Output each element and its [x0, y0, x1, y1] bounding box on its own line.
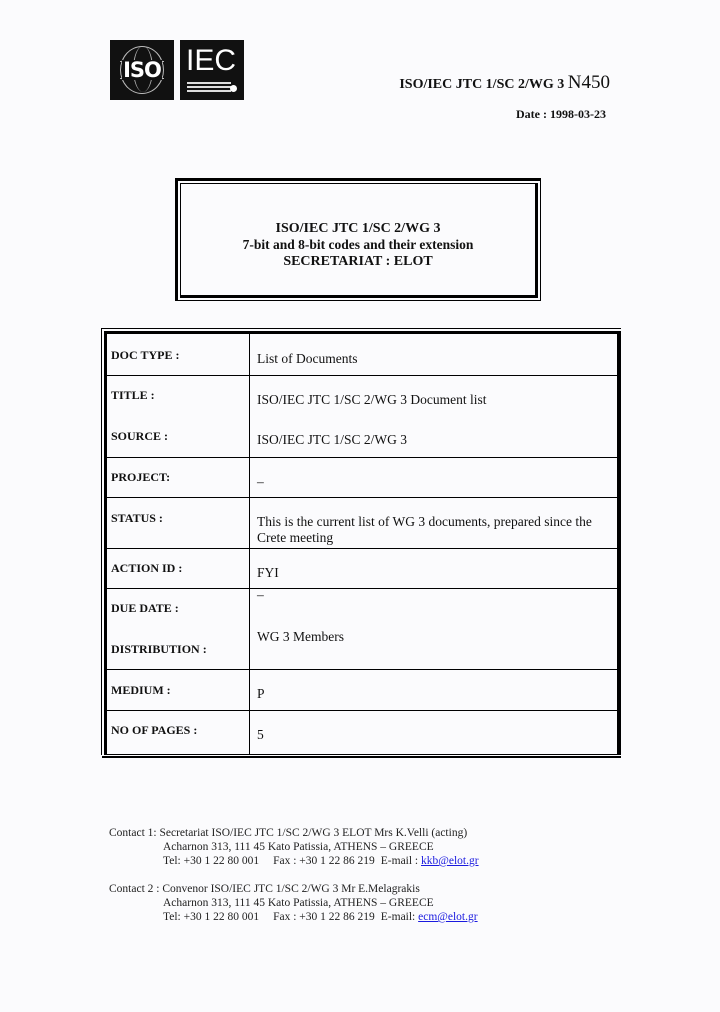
contact-1-fax: Fax : +30 1 22 86 219 — [273, 855, 375, 867]
doc-number: N450 — [567, 72, 610, 93]
secretariat: SECRETARIAT : ELOT — [283, 254, 433, 269]
doc-ref-prefix: ISO/IEC JTC 1/SC 2/WG 3 — [399, 77, 565, 92]
contact-2-address: Acharnon 313, 111 45 Kato Patissia, ATHENS – GREECE — [163, 897, 434, 909]
due-date-label: DUE DATE : — [111, 601, 179, 615]
medium-label: MEDIUM : — [111, 683, 171, 697]
committee-scope: 7-bit and 8-bit codes and their extension — [242, 237, 474, 252]
action-id-value: FYI — [257, 565, 279, 580]
document-date: Date : 1998-03-23 — [516, 107, 606, 121]
iso-logo-text: ISO — [123, 58, 161, 82]
project-label: PROJECT: — [111, 470, 171, 484]
row-divider — [107, 710, 617, 711]
contact-1 — [109, 826, 479, 868]
contact-1-tel: Tel: +30 1 22 80 001 — [163, 855, 260, 867]
iso-logo — [110, 40, 174, 100]
row-divider — [107, 588, 617, 589]
contact-1-address: Acharnon 313, 111 45 Kato Patissia, ATHENS – GREECE — [163, 841, 434, 853]
contact-2 — [109, 882, 478, 924]
contact-1-email-label: E-mail : — [380, 855, 419, 867]
project-value: – — [257, 474, 264, 489]
status-value: This is the current list of WG 3 documents, prepared since the Crete meeting — [257, 514, 592, 545]
row-divider — [107, 669, 617, 670]
source-label: SOURCE : — [111, 429, 169, 443]
distribution-label: DISTRIBUTION : — [111, 642, 207, 656]
title-box — [175, 178, 541, 301]
title-value: ISO/IEC JTC 1/SC 2/WG 3 Document list — [257, 392, 487, 407]
source-value: ISO/IEC JTC 1/SC 2/WG 3 — [257, 432, 408, 447]
contact-2-phone-line — [109, 910, 478, 924]
no-of-pages-label: NO OF PAGES : — [111, 723, 198, 737]
iec-stripe — [187, 90, 231, 92]
medium-value: P — [257, 686, 265, 701]
document-reference — [399, 72, 610, 94]
contact-1-phone-line — [109, 854, 479, 868]
contact-1-email-link[interactable]: kkb@elot.gr — [421, 855, 479, 867]
iec-stripe — [187, 86, 231, 88]
iec-logo — [180, 40, 244, 100]
doc-type-value: List of Documents — [257, 351, 358, 366]
iec-dot-icon — [230, 85, 237, 92]
status-label: STATUS : — [111, 511, 163, 525]
distribution-value: WG 3 Members — [257, 629, 344, 644]
row-divider — [107, 548, 617, 549]
column-divider — [249, 334, 250, 754]
title-label: TITLE : — [111, 388, 155, 402]
contact-2-fax: Fax : +30 1 22 86 219 — [273, 911, 375, 923]
committee-name: ISO/IEC JTC 1/SC 2/WG 3 — [275, 221, 441, 236]
row-divider — [107, 375, 617, 376]
contact-2-tel: Tel: +30 1 22 80 001 — [163, 911, 260, 923]
contact-1-heading: Contact 1: Secretariat ISO/IEC JTC 1/SC 2/WG 3 ELOT Mrs K.Velli (acting) — [109, 827, 468, 839]
row-divider — [107, 457, 617, 458]
doc-type-label: DOC TYPE : — [111, 348, 180, 362]
row-divider — [107, 497, 617, 498]
no-of-pages-value: 5 — [257, 727, 264, 742]
contact-2-email-link[interactable]: ecm@elot.gr — [418, 911, 478, 923]
document-info-table — [101, 328, 621, 755]
contact-2-email-label: E-mail: — [380, 911, 416, 923]
iec-stripe — [187, 82, 231, 84]
iec-logo-text: IEC — [186, 44, 237, 77]
contact-2-heading: Contact 2 : Convenor ISO/IEC JTC 1/SC 2/WG 3 Mr E.Melagrakis — [109, 883, 420, 895]
due-date-value: – — [257, 587, 264, 602]
action-id-label: ACTION ID : — [111, 561, 183, 575]
